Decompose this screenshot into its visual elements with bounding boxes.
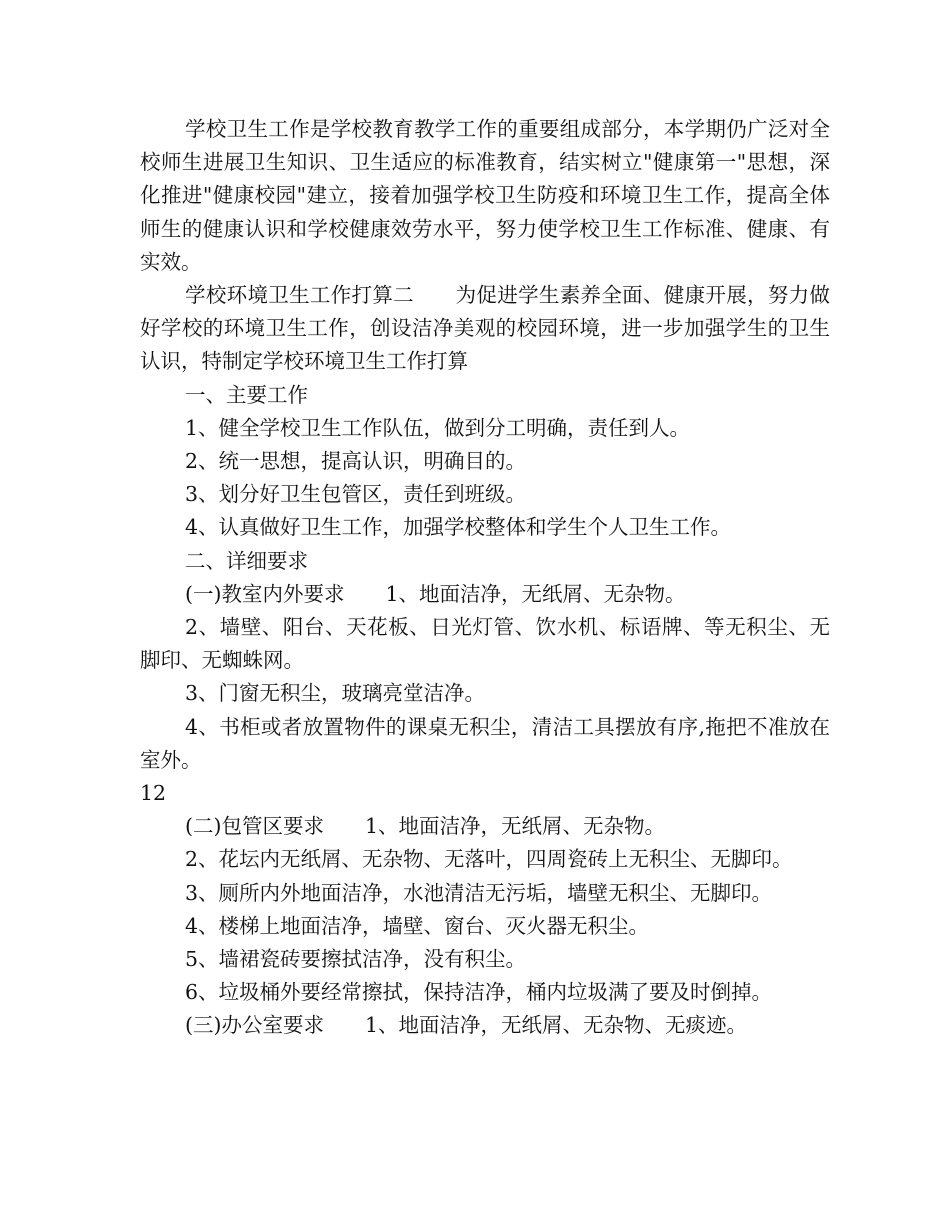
section-heading-requirements: 二、详细要求 — [185, 548, 308, 573]
paragraph-intro: 学校卫生工作是学校教育教学工作的重要组成部分，本学期仍广泛对全校师生进展卫生知识、卫生适应的标准教育，结实树立"健康第一"思想，深化推进"健康校园"建立，接着加强学校卫生防疫和环境卫生工作，提高全体师生的健康认识和学校健康效劳水平，努力使学校卫生工作标准、健康、有实效。 — [140, 117, 830, 274]
page-number: 12 — [140, 781, 167, 806]
list-item: 4、书柜或者放置物件的课桌无积尘，清洁工具摆放有序,拖把不准放在室外。 — [140, 714, 830, 772]
list-item: 1、健全学校卫生工作队伍，做到分工明确，责任到人。 — [185, 415, 691, 440]
list-item: 4、楼梯上地面洁净，墙壁、窗台、灭火器无积尘。 — [185, 913, 650, 938]
subsection-managed-area: (二)包管区要求 1、地面洁净，无纸屑、无杂物。 — [185, 814, 666, 839]
list-item: 2、统一思想，提高认识，明确目的。 — [185, 449, 527, 474]
list-item: 4、认真做好卫生工作，加强学校整体和学生个人卫生工作。 — [185, 515, 732, 540]
document-body — [140, 113, 830, 1043]
list-item: 3、厕所内外地面洁净，水池清洁无污垢，墙壁无积尘、无脚印。 — [185, 880, 773, 905]
subsection-office: (三)办公室要求 1、地面洁净，无纸屑、无杂物、无痰迹。 — [185, 1013, 748, 1038]
list-item: 3、门窗无积尘，玻璃亮堂洁净。 — [185, 681, 486, 706]
subsection-classroom: (一)教室内外要求 1、地面洁净，无纸屑、无杂物。 — [185, 581, 686, 606]
section-heading-main-work: 一、主要工作 — [185, 382, 308, 407]
list-item: 2、花坛内无纸屑、无杂物、无落叶，四周瓷砖上无积尘、无脚印。 — [185, 847, 793, 872]
list-item: 6、垃圾桶外要经常擦拭，保持洁净，桶内垃圾满了要及时倒掉。 — [185, 980, 773, 1005]
list-item: 5、墙裙瓷砖要擦拭洁净，没有积尘。 — [185, 947, 527, 972]
list-item: 2、墙壁、阳台、天花板、日光灯管、饮水机、标语牌、等无积尘、无脚印、无蜘蛛网。 — [140, 615, 830, 673]
paragraph-plan-title: 学校环境卫生工作打算二 为促进学生素养全面、健康开展，努力做好学校的环境卫生工作，创设洁净美观的校园环境，进一步加强学生的卫生认识，特制定学校环境卫生工作打算 — [140, 283, 830, 374]
list-item: 3、划分好卫生包管区，责任到班级。 — [185, 482, 527, 507]
